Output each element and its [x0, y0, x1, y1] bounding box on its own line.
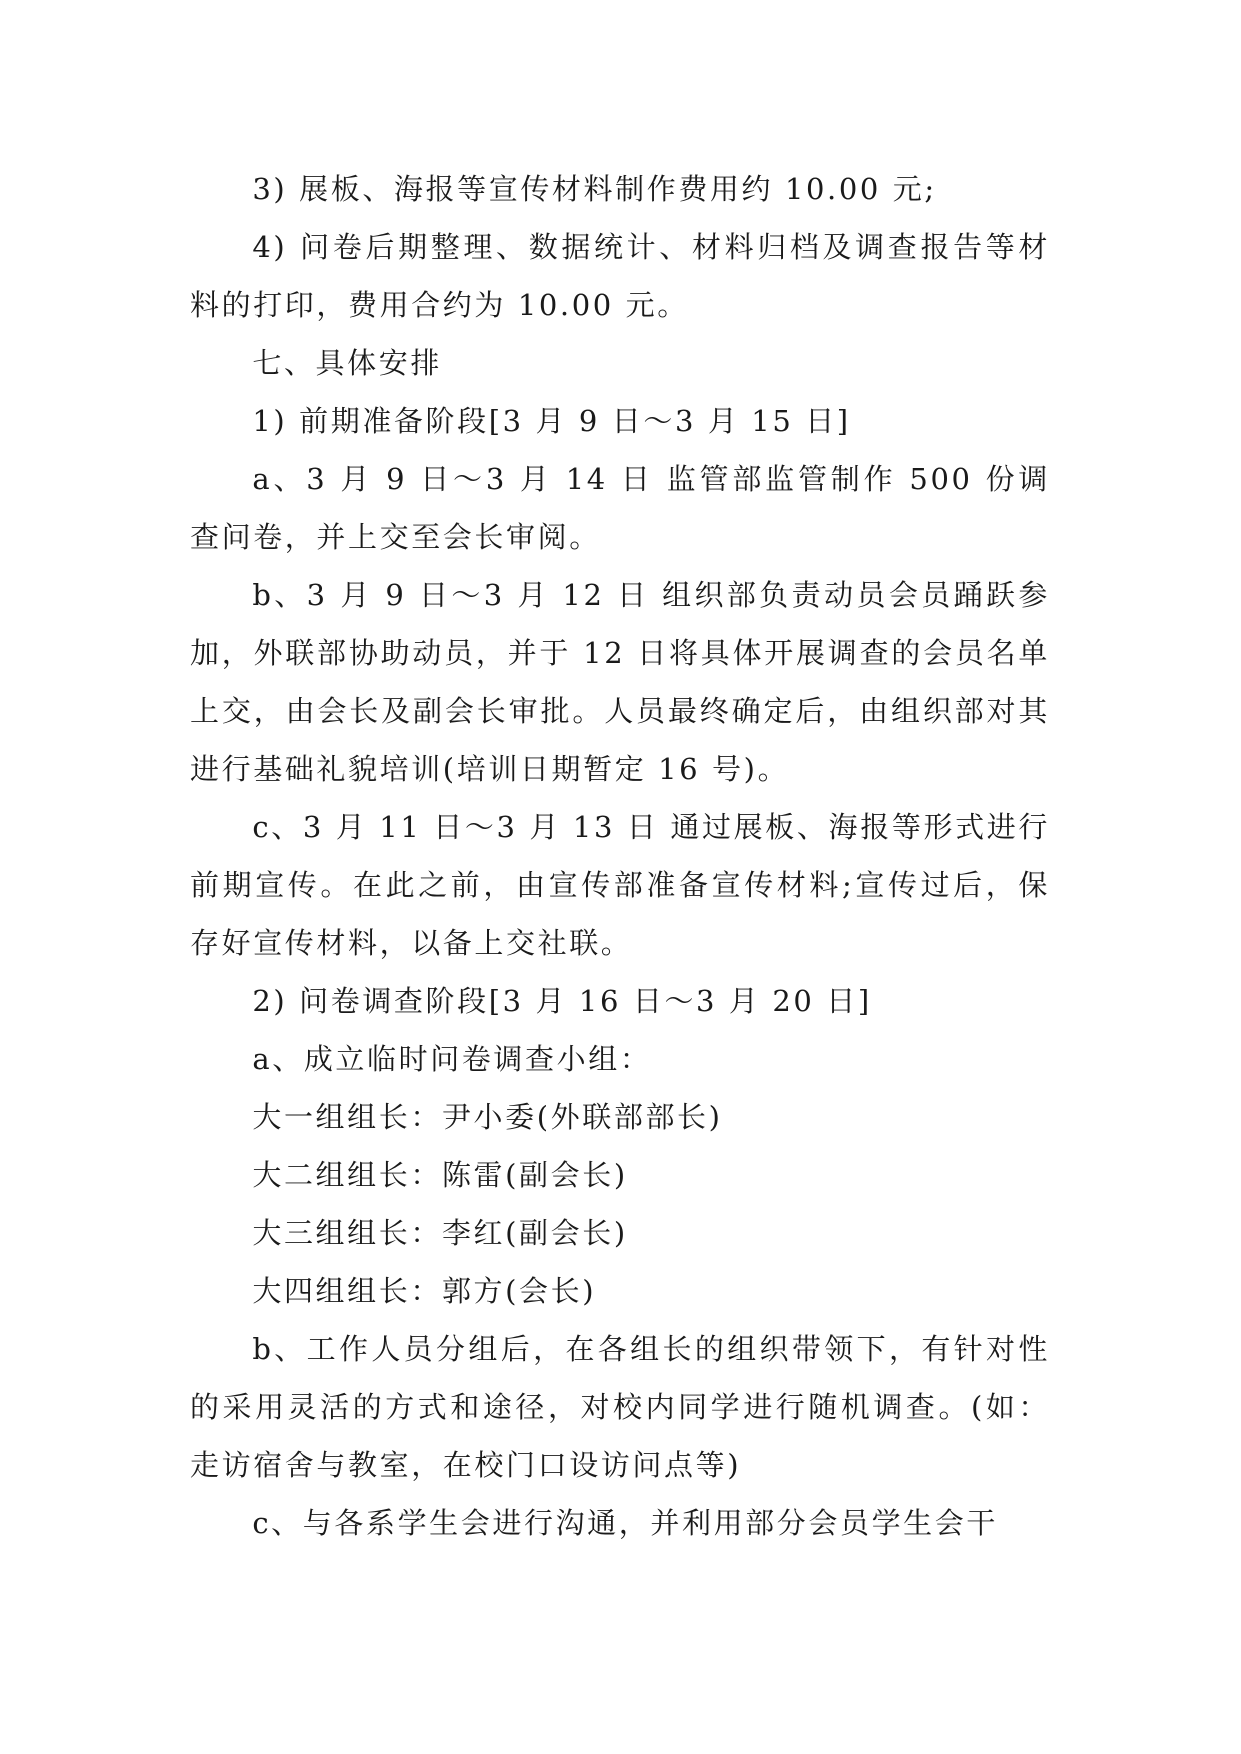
document-body: [190, 160, 1050, 1552]
phase-2-item-c: c、与各系学生会进行沟通，并利用部分会员学生会干: [252, 1506, 998, 1540]
group-leader-4: 大四组组长：郭方(会长): [252, 1274, 597, 1308]
phase-1-item-b: b、3 月 9 日～3 月 12 日 组织部负责动员会员踊跃参加，外联部协助动员，并于 12 日将具体开展调查的会员名单上交，由会长及副会长审批。人员最终确定后，由组织部对其进行基础礼貌培训(培训日期暂定 16 号)。: [190, 578, 1050, 786]
phase-2-heading: 2) 问卷调查阶段[3 月 16 日～3 月 20 日]: [252, 984, 872, 1018]
group-leader-3: 大三组组长：李红(副会长): [252, 1216, 628, 1250]
section-heading-arrangement: 七、具体安排: [252, 346, 442, 380]
paragraph-cost-item-4: 4) 问卷后期整理、数据统计、材料归档及调查报告等材料的打印，费用合约为 10.00 元。: [190, 230, 1050, 322]
phase-1-item-a: a、3 月 9 日～3 月 14 日 监管部监管制作 500 份调查问卷，并上交至会长审阅。: [190, 462, 1050, 554]
phase-1-heading: 1) 前期准备阶段[3 月 9 日～3 月 15 日]: [252, 404, 851, 438]
phase-2-item-b: b、工作人员分组后，在各组长的组织带领下，有针对性的采用灵活的方式和途径，对校内同学进行随机调查。(如：走访宿舍与教室，在校门口设访问点等): [190, 1332, 1050, 1482]
group-leader-1: 大一组组长：尹小委(外联部部长): [252, 1100, 723, 1134]
phase-1-item-c: c、3 月 11 日～3 月 13 日 通过展板、海报等形式进行前期宣传。在此之前，由宣传部准备宣传材料;宣传过后，保存好宣传材料，以备上交社联。: [190, 810, 1050, 960]
phase-2-item-a: a、成立临时问卷调查小组：: [252, 1042, 652, 1076]
group-leader-2: 大二组组长：陈雷(副会长): [252, 1158, 628, 1192]
paragraph-cost-item-3: 3) 展板、海报等宣传材料制作费用约 10.00 元;: [252, 172, 937, 206]
